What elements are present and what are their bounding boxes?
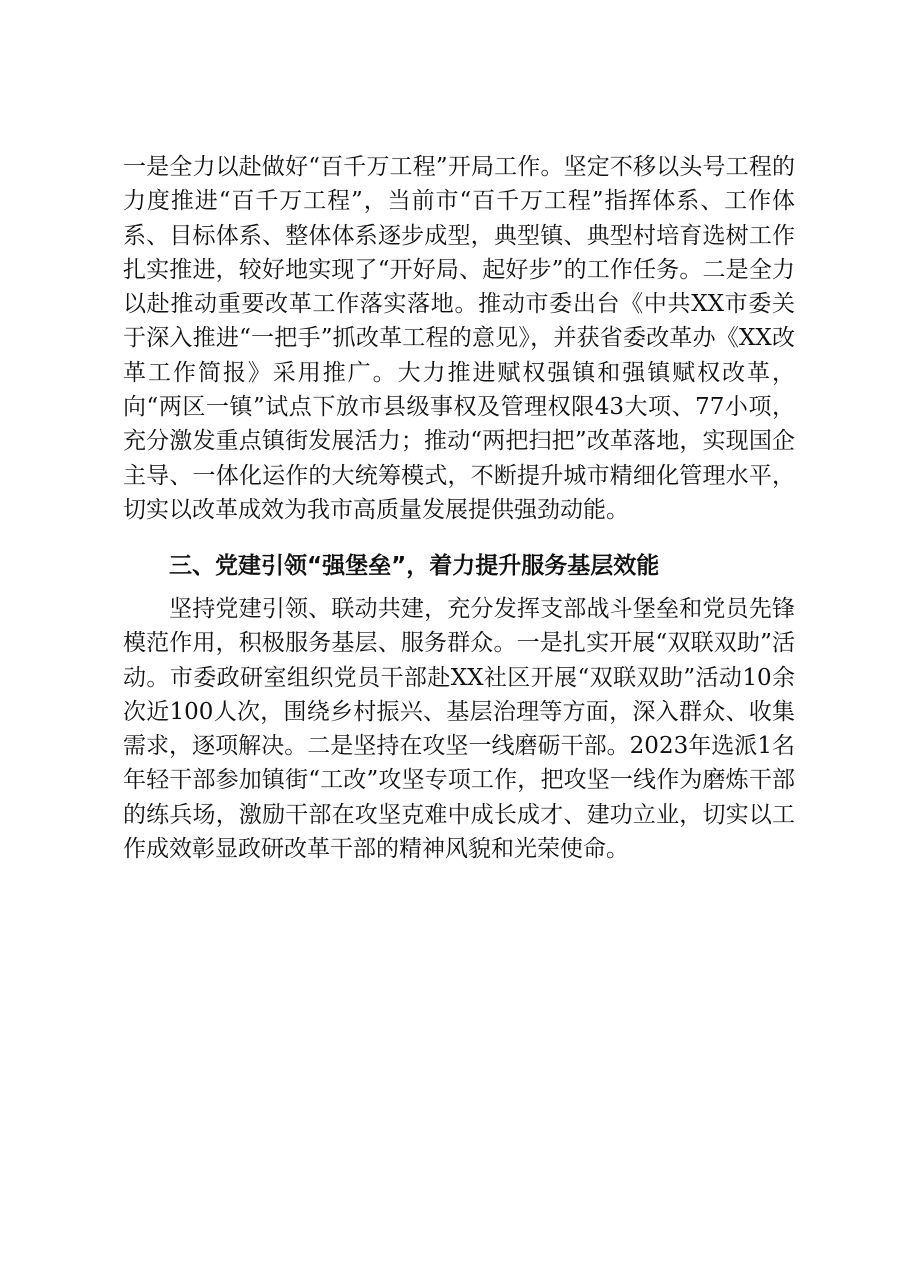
body-paragraph-reform-work: 一是全力以赴做好“百千万工程”开局工作。坚定不移以头号工程的力度推进“百千万工程”，当前市“百千万工程”指挥体系、工作体系、目标体系、整体体系逐步成型，典型镇、典型村培育选树工作扎实推进，较好地实现了“开好局、起好步”的工作任务。二是全力以赴推动重要改革工作落实落地。推动市委出台《中共XX市委关于深入推进“一把手”抓改革工程的意见》，并获省委改革办《XX改革工作简报》采用推广。大力推进赋权强镇和强镇赋权改革，向“两区一镇”试点下放市县级事权及管理权限43大项、77小项，充分激发重点镇街发展活力；推动“两把扫把”改革落地，实现国企主导、一体化运作的大统筹模式，不断提升城市精细化管理水平，切实以改革成效为我市高质量发展提供强劲动能。 xyxy=(123,154,795,523)
body-paragraph-party-building: 坚持党建引领、联动共建，充分发挥支部战斗堡垒和党员先锋模范作用，积极服务基层、服务群众。一是扎实开展“双联双助”活动。市委政研室组织党员干部赴XX社区开展“双联双助”活动10余次近100人次，围绕乡村振兴、基层治理等方面，深入群众、收集需求，逐项解决。二是坚持在攻坚一线磨砺干部。2023年选派1名年轻干部参加镇街“工改”攻坚专项工作，把攻坚一线作为磨炼干部的练兵场，激励干部在攻坚克难中成长成才、建功立业，切实以工作成效彰显政研改革干部的精神风貌和光荣使命。 xyxy=(123,596,795,863)
section-heading-party-building: 三、党建引领“强堡垒”，着力提升服务基层效能 xyxy=(169,553,660,579)
